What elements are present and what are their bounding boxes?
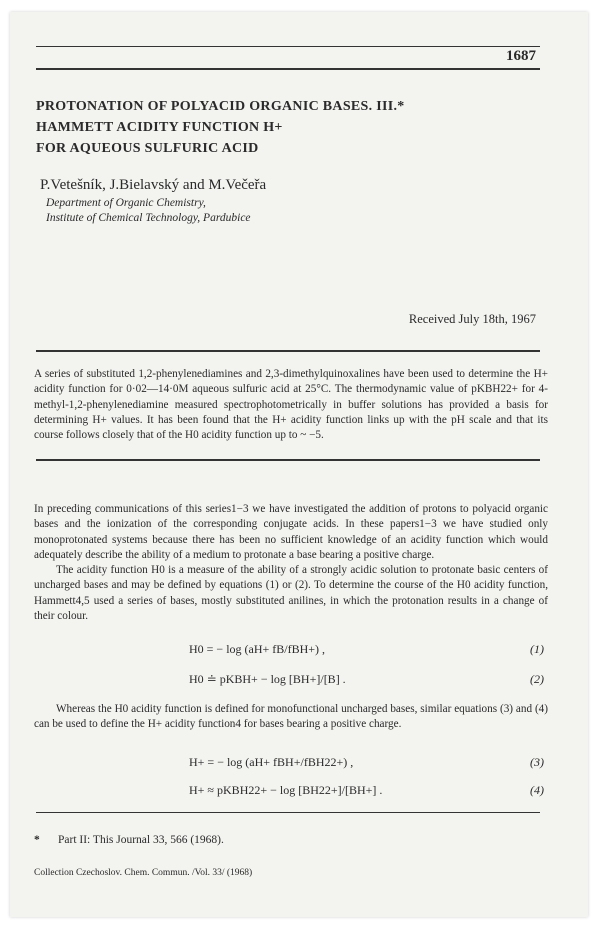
equation-2-number: (2): [530, 672, 544, 686]
equation-4-number: (4): [530, 783, 544, 797]
article-title: [36, 96, 556, 159]
abstract: A series of substituted 1,2-phenylenediamines and 2,3-dimethylquinoxalines have been used to determine the H+ acidity function for 0·02—14·0M aqueous sulfuric acid at 25°C. The thermodynamic value of pKBH22+ for 4-methyl-1,2-phenylenediamine measured spectrophotometrically in buffer solutions has provided a basis for determining H+ values. It has been found that the H+ acidity function links up with the pH scale and that its course follows closely that of the H0 acidity function up to ~ −5.: [34, 368, 548, 442]
journal-page: [10, 12, 588, 917]
equation-1-expr: H0 = − log (aH+ fB/fBH+) ,: [189, 642, 326, 656]
equation-4-expr: H+ ≈ pKBH22+ − log [BH22+]/[BH+] .: [189, 783, 383, 797]
equation-2-expr: H0 ≐ pKBH+ − log [BH+]/[B] .: [189, 672, 346, 686]
body-text: [34, 502, 548, 624]
title-line-1: PROTONATION OF POLYACID ORGANIC BASES. III.*: [36, 99, 405, 114]
received-date: Received July 18th, 1967: [408, 312, 536, 326]
body-text-2: [34, 702, 548, 733]
paragraph-1: In preceding communications of this series1−3 we have investigated the addition of protons to polyacid organic bases and the ionization of the corresponding conjugate acids. In these papers1−3 we have studied only monoprotonated systems because there has been no sufficient knowledge of an acidity function which would adequately describe the ability of a medium to protonate a base bearing a positive charge.: [34, 503, 548, 561]
journal-footer: Collection Czechoslov. Chem. Commun. /Vol. 33/ (1968): [34, 868, 253, 878]
footnote: [34, 834, 224, 846]
title-line-3: FOR AQUEOUS SULFURIC ACID: [36, 141, 259, 156]
equation-2: [34, 672, 548, 688]
abstract-rule-top: [36, 350, 540, 352]
equation-3-expr: H+ = − log (aH+ fBH+/fBH22+) ,: [189, 755, 354, 769]
header-rule-bottom: [36, 68, 540, 70]
affiliation-line-1: Department of Organic Chemistry,: [46, 197, 206, 209]
footnote-mark: *: [34, 834, 40, 846]
title-line-2: HAMMETT ACIDITY FUNCTION H+: [36, 120, 283, 135]
affiliation-line-2: Institute of Chemical Technology, Pardubice: [46, 212, 251, 224]
equation-3-number: (3): [530, 755, 544, 769]
equation-1: [34, 642, 548, 658]
footnote-rule: [36, 812, 540, 813]
equation-3: [34, 755, 548, 771]
header-rule-top: [36, 46, 540, 47]
abstract-rule-bottom: [36, 459, 540, 461]
equation-4: [34, 783, 548, 799]
footnote-text: Part II: This Journal 33, 566 (1968).: [58, 834, 224, 846]
equation-1-number: (1): [530, 642, 544, 656]
paragraph-2: The acidity function H0 is a measure of the ability of a strongly acidic solution to protonate basic centers of uncharged bases and may be defined by equations (1) or (2). To determine the course of the H0 acidity function, Hammett4,5 used a series of bases, mostly substituted anilines, in which the protonation results in a change of their colour.: [34, 564, 548, 623]
page-number: 1687: [506, 48, 536, 64]
affiliation: [46, 196, 251, 226]
paragraph-3: Whereas the H0 acidity function is defined for monofunctional uncharged bases, similar equations (3) and (4) can be used to define the H+ acidity function4 for bases bearing a positive charge.: [34, 703, 548, 731]
authors: P.Vetešník, J.Bielavský and M.Večeřa: [40, 177, 267, 193]
